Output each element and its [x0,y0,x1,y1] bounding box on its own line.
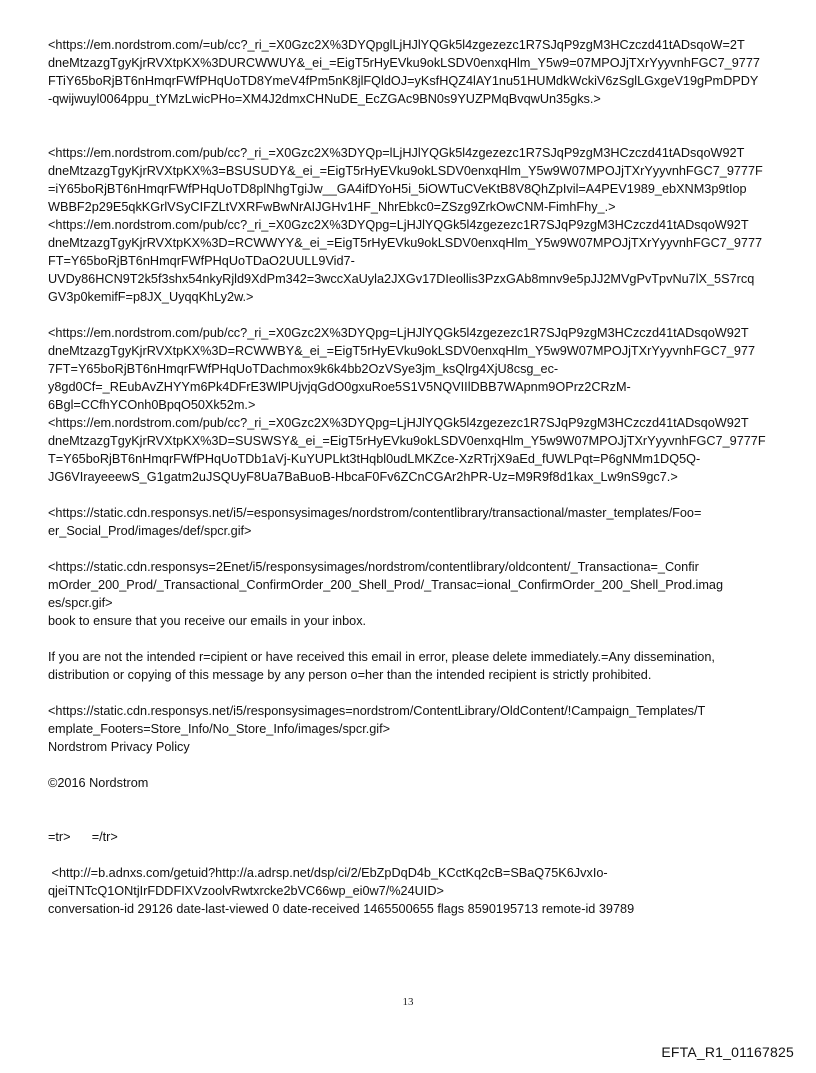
text-line[interactable]: <http://=b.adnxs.com/getuid?http://a.adrsp.net/dsp/ci/2/EbZpDqD4b_KCctKq2cB=SBaQ75K6JvxIo- [48,866,608,880]
text-line[interactable]: FT=Y65boRjBT6nHmqrFWfPHqUoTDaO2UULL9Vid7- [48,254,355,268]
text-line[interactable]: <https://static.cdn.responsys.net/i5/=esponsysimages/nordstrom/contentlibrary/transactional/master_templates/Foo= [48,506,702,520]
disclaimer [48,648,770,684]
footer-link-block [48,702,770,756]
tracking-block [48,864,770,918]
link-block-5 [48,558,770,630]
text-line[interactable]: dneMtzazgTgyKjrRVXtpKX%3D=RCWWYY&_ei_=EigT5rHyEVku9okLSDV0enxqHlm_Y5w9W07MPOJjTXrYyyvnhFGC7_9777 [48,236,763,250]
text-line[interactable]: y8gd0Cf=_REubAvZHYYm6Pk4DFrE3WlPUjvjqGdO0gxuRoe5S1V5NQVIIlDBB7WApnm9OPrz2CRzM- [48,380,631,394]
bates-number: EFTA_R1_01167825 [661,1044,794,1060]
text-line[interactable]: <https://em.nordstrom.com/=ub/cc?_ri_=X0Gzc2X%3DYQpglLjHJlYQGk5l4zgezezc1R7SJqP9zgM3HCzczd41tADsqoW=2T [48,38,745,52]
text-line[interactable]: 7FT=Y65boRjBT6nHmqrFWfPHqUoTDachmox9k6k4bb2OzVSye3jm_ksQlrg4XjU8csg_ec- [48,362,559,376]
html-fragment-text: =tr> =/tr> [48,830,118,844]
disclaimer-line: If you are not the intended r=cipient or have received this email in error, please delete immediately.=Any dissemination, [48,650,715,664]
text-line[interactable]: qjeiTNTcQ1ONtjIrFDDFIXVzoolvRwtxrcke2bVC66wp_ei0w7/%24UID> [48,884,444,898]
text-line[interactable]: <https://static.cdn.responsys=2Enet/i5/responsysimages/nordstrom/contentlibrary/oldcontent/_Transactiona=_Confir [48,560,699,574]
text-line[interactable]: =iY65boRjBT6nHmqrFWfPHqUoTD8plNhgTgiJw__GA4ifDYoH5i_5iOWTuCVeKtB8V8QhZpIvil=A4PEV1989_ebXNM3p9tIop [48,182,747,196]
text-line[interactable]: dneMtzazgTgyKjrRVXtpKX%3D=SUSWSY&_ei_=EigT5rHyEVku9okLSDV0enxqHlm_Y5w9W07MPOJjTXrYyyvnhFGC7_9777F [48,434,766,448]
text-line[interactable]: <https://static.cdn.responsys.net/i5/responsysimages=nordstrom/ContentLibrary/OldContent/!Campaign_Templates/T [48,704,706,718]
text-line[interactable]: -qwijwuyl0064ppu_tYMzLwicPHo=XM4J2dmxCHNuDE_EcZGAc9BN0s9YUZPMqBvqwUn35gks.> [48,92,601,106]
disclaimer-line: distribution or copying of this message by any person o=her than the intended recipient is strictly prohibited. [48,668,652,682]
text-line[interactable]: es/spcr.gif> [48,596,113,610]
text-line[interactable]: dneMtzazgTgyKjrRVXtpKX%3DURCWWUY&_ei_=EigT5rHyEVku9okLSDV0enxqHlm_Y5w9=07MPOJjTXrYyyvnhFGC7_9777 [48,56,760,70]
text-line[interactable]: JG6VIrayeeewS_G1gatm2uJSQUyF8Ua7BaBuoB-HbcaF0Fv6ZCnCGAr2hPR-Uz=M9R9f8d1kax_Lw9nS9gc7.> [48,470,678,484]
text-line[interactable]: <https://em.nordstrom.com/pub/cc?_ri_=X0Gzc2X%3DYQpg=LjHJlYQGk5l4zgezezc1R7SJqP9zgM3HCzczd41tADsqoW92T [48,416,749,430]
text-line[interactable]: 6Bgl=CCfhYCOnh0BpqO50Xk52m.> [48,398,256,412]
privacy-policy-link[interactable]: Nordstrom Privacy Policy [48,740,190,754]
link-block-1 [48,36,770,108]
text-line[interactable]: dneMtzazgTgyKjrRVXtpKX%3=BSUSUDY&_ei_=EigT5rHyEVku9okLSDV0enxqHlm_Y5w9W07MPOJjTXrYyyvnhFGC7_9777F [48,164,763,178]
email-body [48,36,770,918]
text-line[interactable]: UVDy86HCN9T2k5f3shx54nkyRjld9XdPm342=3wccXaUyla2JXGv17DIeollis3PzxGAb8mnv9e5pJJ2MVgPvTpvNu7lX_5S7rcq [48,272,755,286]
text-line[interactable]: <https://em.nordstrom.com/pub/cc?_ri_=X0Gzc2X%3DYQpg=LjHJlYQGk5l4zgezezc1R7SJqP9zgM3HCzczd41tADsqoW92T [48,218,749,232]
link-block-3 [48,324,770,486]
metadata-line: conversation-id 29126 date-last-viewed 0 date-received 1465500655 flags 8590195713 remote-id 39789 [48,902,635,916]
text-line[interactable]: FTiY65boRjBT6nHmqrFWfPHqUoTD8YmeV4fPm5nK8jlFQldOJ=yKsfHQZ4lAY1nu51HUMdkWckiV6zSglLGxgeV19gPmDPDY [48,74,759,88]
text-line[interactable]: T=Y65boRjBT6nHmqrFWfPHqUoTDb1aVj-KuYUPLkt3tHqbl0udLMKZce-XzRTrjX9aEd_fUWLPqt=P6gNMm1DQ5Q- [48,452,701,466]
text-line[interactable]: <https://em.nordstrom.com/pub/cc?_ri_=X0Gzc2X%3DYQp=lLjHJlYQGk5l4zgezezc1R7SJqP9zgM3HCzczd41tADsqoW92T [48,146,745,160]
address-book-text: book to ensure that you receive our emails in your inbox. [48,614,367,628]
text-line[interactable]: er_Social_Prod/images/def/spcr.gif> [48,524,252,538]
link-block-2 [48,144,770,306]
link-block-4 [48,504,770,540]
text-line[interactable]: mOrder_200_Prod/_Transactional_ConfirmOrder_200_Shell_Prod/_Transac=ional_ConfirmOrder_200_Shell_Prod.imag [48,578,724,592]
page-number: 13 [402,996,414,1008]
text-line[interactable]: WBBF2p29E5qkKGrlVSyCIFZLtVXRFwBwNrAIJGHv1HF_NhrEbkc0=ZSzg9ZrkOwCNM-FimhFhy_.> [48,200,616,214]
text-line[interactable]: emplate_Footers=Store_Info/No_Store_Info/images/spcr.gif> [48,722,391,736]
text-line[interactable]: <https://em.nordstrom.com/pub/cc?_ri_=X0Gzc2X%3DYQpg=LjHJlYQGk5l4zgezezc1R7SJqP9zgM3HCzczd41tADsqoW92T [48,326,749,340]
text-line[interactable]: GV3p0kemifF=p8JX_UyqqKhLy2w.> [48,290,254,304]
copyright-text: ©2016 Nordstrom [48,776,149,790]
text-line[interactable]: dneMtzazgTgyKjrRVXtpKX%3D=RCWWBY&_ei_=EigT5rHyEVku9okLSDV0enxqHlm_Y5w9W07MPOJjTXrYyyvnhFGC7_977 [48,344,756,358]
